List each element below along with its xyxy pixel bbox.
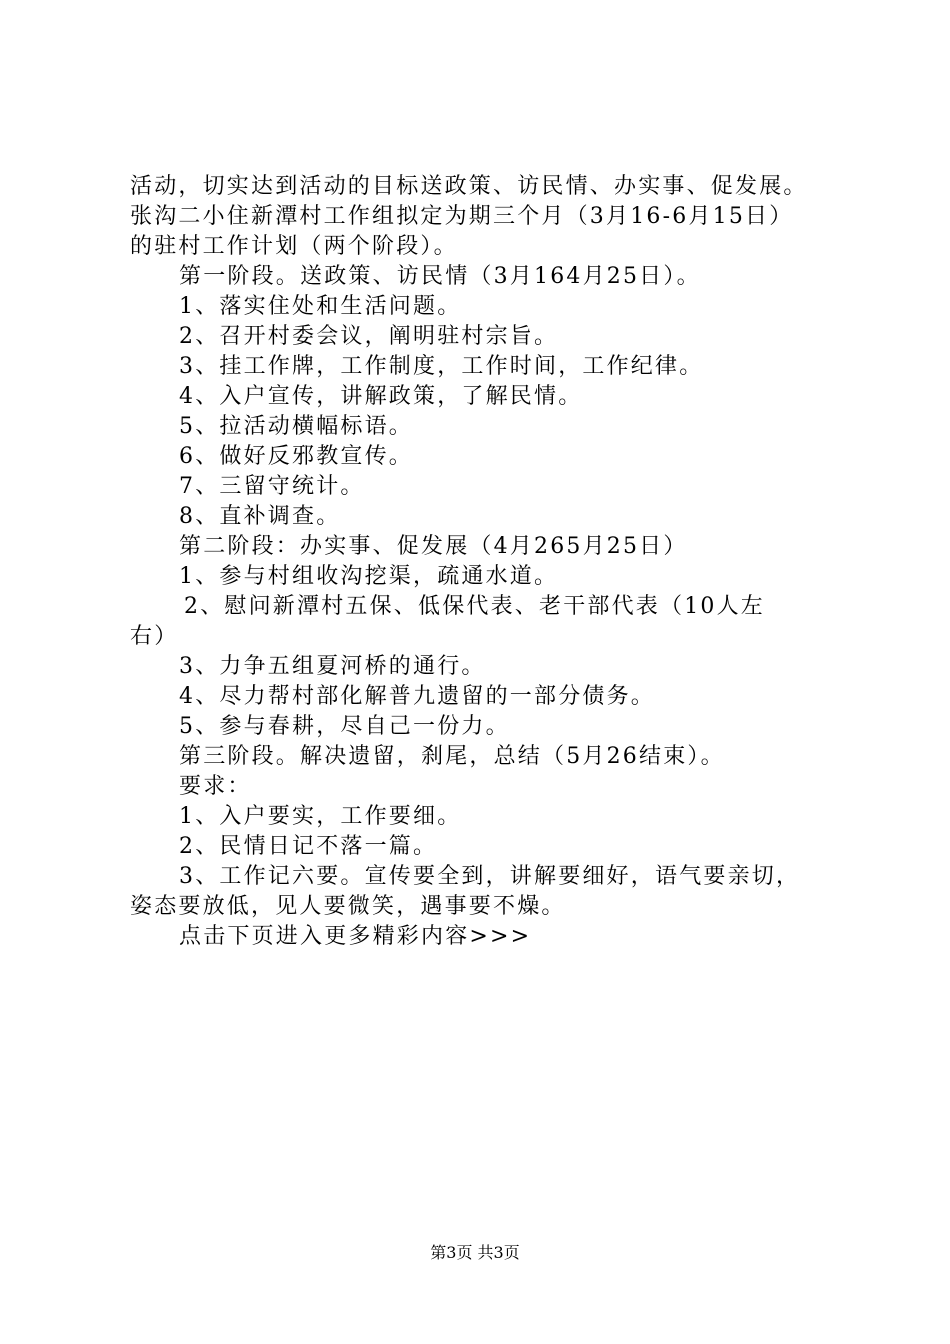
list-item: 6、做好反邪教宣传。 — [179, 444, 413, 469]
list-item: 4、入户宣传，讲解政策，了解民情。 — [179, 384, 583, 409]
list-item: 4、尽力帮村部化解普九遗留的一部分债务。 — [179, 684, 655, 709]
list-item: 2、慰问新潭村五保、低保代表、老干部代表（10人左 — [184, 594, 765, 619]
paragraph-line: 张沟二小住新潭村工作组拟定为期三个月（3月16-6月15日） — [130, 204, 794, 229]
paragraph-line: 的驻村工作计划（两个阶段）。 — [130, 234, 458, 259]
list-item: 3、工作记六要。宣传要全到，讲解要细好，语气要亲切， — [179, 864, 801, 889]
stage-heading: 第二阶段：办实事、促发展（4月265月25日） — [179, 534, 688, 559]
stage-heading: 第一阶段。送政策、访民情（3月164月25日）。 — [179, 264, 701, 289]
next-page-link[interactable]: 点击下页进入更多精彩内容>>> — [179, 924, 532, 949]
list-item: 3、挂工作牌，工作制度，工作时间，工作纪律。 — [179, 354, 704, 379]
list-item: 1、落实住处和生活问题。 — [179, 294, 462, 319]
list-item-continuation: 右） — [130, 624, 179, 649]
list-item: 3、力争五组夏河桥的通行。 — [179, 654, 486, 679]
stage-heading: 第三阶段。解决遗留，刹尾，总结（5月26结束）。 — [179, 744, 725, 769]
list-item: 8、直补调查。 — [179, 504, 341, 529]
list-item: 1、参与村组收沟挖渠，疏通水道。 — [179, 564, 559, 589]
document-body — [130, 172, 835, 952]
list-item: 5、参与春耕，尽自己一份力。 — [179, 714, 510, 739]
page-number: 第3页 共3页 — [430, 1243, 520, 1262]
list-item: 5、拉活动横幅标语。 — [179, 414, 413, 439]
list-item: 2、民情日记不落一篇。 — [179, 834, 438, 859]
list-item: 7、三留守统计。 — [179, 474, 365, 499]
paragraph-line: 活动，切实达到活动的目标送政策、访民情、办实事、促发展。 — [130, 174, 808, 199]
list-item: 2、召开村委会议，阐明驻村宗旨。 — [179, 324, 559, 349]
list-item: 1、入户要实，工作要细。 — [179, 804, 462, 829]
list-item-continuation: 姿态要放低，见人要微笑，遇事要不燥。 — [130, 894, 566, 919]
requirements-heading: 要求： — [179, 774, 252, 799]
